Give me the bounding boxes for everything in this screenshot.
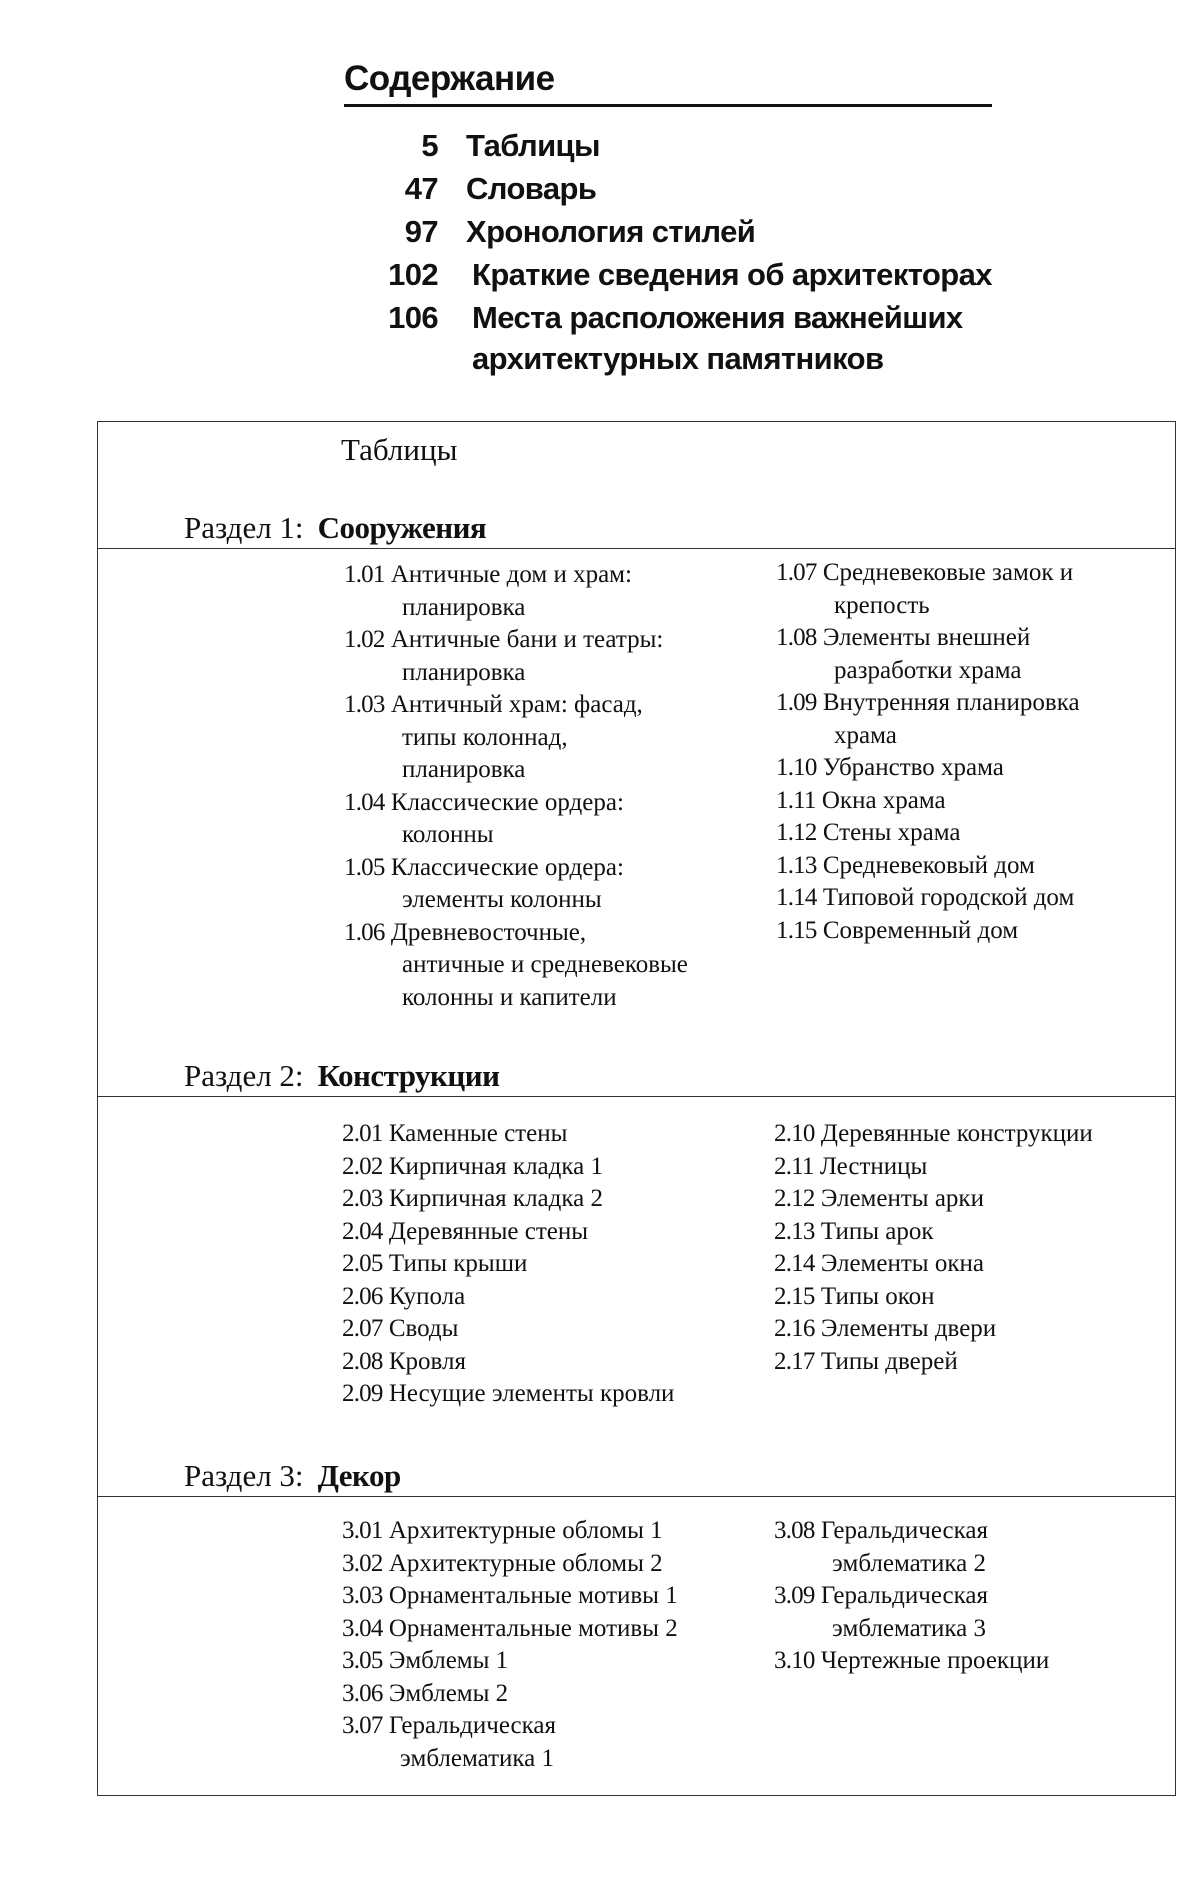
entry-code: 1.02 (344, 626, 385, 653)
entry-title: Геральдическая (820, 1582, 988, 1609)
entry-code: 2.15 (774, 1282, 815, 1310)
entry-code: 2.05 (342, 1250, 383, 1277)
entry-title: Стены храма (822, 819, 961, 846)
entry-title: Убранство храма (822, 754, 1004, 781)
entry-title: Деревянные стены (388, 1217, 589, 1245)
table-entry[interactable] (774, 1281, 1093, 1314)
section-heading (184, 508, 486, 548)
entry-title-cont: планировка (402, 658, 526, 686)
table-entry[interactable] (776, 817, 1080, 850)
contents-item[interactable] (330, 167, 992, 210)
contents-list (330, 124, 992, 380)
entry-code: 2.07 (342, 1315, 383, 1342)
entry-title-cont: колонны и капители (402, 983, 617, 1011)
entry-code: 2.08 (342, 1347, 383, 1375)
entry-title: Архитектурные обломы 1 (388, 1517, 663, 1544)
entry-code: 2.12 (774, 1185, 815, 1212)
entry-code: 3.08 (774, 1517, 815, 1544)
entry-code: 2.11 (774, 1152, 814, 1180)
entry-title: Орнаментальные мотивы 2 (388, 1614, 678, 1642)
tables-heading: Таблицы (341, 432, 458, 467)
contents-item[interactable] (330, 253, 992, 296)
section-1-left-column (344, 559, 688, 1014)
table-entry[interactable] (342, 1216, 674, 1249)
entry-title-cont: планировка (402, 593, 526, 621)
table-entry[interactable] (774, 1216, 1093, 1249)
entry-code: 1.07 (776, 559, 817, 586)
entry-title: Элементы арки (820, 1185, 984, 1212)
entry-code: 2.10 (774, 1120, 815, 1147)
entry-title: Архитектурные обломы 2 (388, 1549, 663, 1577)
table-entry[interactable] (344, 852, 688, 917)
table-entry[interactable] (342, 1580, 678, 1613)
section-3-right-column (774, 1515, 1049, 1678)
entry-code: 1.11 (776, 786, 816, 814)
entry-title-cont: эмблематика 1 (400, 1744, 555, 1772)
entry-title: Своды (388, 1315, 459, 1342)
entry-code: 3.01 (342, 1517, 383, 1544)
entry-code: 3.05 (342, 1647, 383, 1674)
entry-title: Элементы окна (820, 1250, 984, 1277)
contents-item[interactable] (330, 124, 992, 167)
section-prefix: Раздел 3: (184, 1458, 304, 1493)
contents-title: Содержание (344, 58, 992, 107)
contents-label: Словарь (466, 171, 597, 206)
entry-title-cont: эмблематика 2 (832, 1549, 987, 1577)
entry-title: Кровля (388, 1347, 466, 1375)
table-entry[interactable] (342, 1613, 678, 1646)
entry-title: Классические ордера: (390, 853, 624, 881)
contents-page-number: 102 (388, 257, 438, 292)
contents-page-number: 5 (421, 128, 438, 163)
entry-title: Современный дом (822, 916, 1019, 944)
entry-code: 1.05 (344, 853, 385, 881)
entry-title-cont: типы колоннад, (402, 723, 568, 751)
section-prefix: Раздел 1: (184, 510, 304, 545)
table-entry[interactable] (342, 1645, 678, 1678)
entry-title: Эмблемы 2 (388, 1679, 509, 1707)
entry-title: Элементы двери (820, 1315, 997, 1342)
entry-title: Каменные стены (388, 1120, 568, 1147)
entry-code: 1.13 (776, 851, 817, 879)
entry-code: 2.14 (774, 1250, 815, 1277)
table-entry[interactable] (776, 622, 1080, 687)
entry-title: Купола (388, 1282, 466, 1310)
table-entry[interactable] (342, 1548, 678, 1581)
entry-code: 1.06 (344, 918, 385, 946)
entry-title: Чертежные проекции (820, 1647, 1050, 1674)
section-heading (184, 1056, 500, 1096)
table-entry[interactable] (342, 1248, 674, 1281)
entry-title-cont: античные и средневековые (402, 951, 688, 978)
entry-code: 2.09 (342, 1380, 383, 1407)
entry-code: 2.01 (342, 1120, 383, 1147)
entry-title: Элементы внешней (822, 624, 1031, 651)
contents-page-number: 97 (404, 214, 438, 249)
entry-title: Древневосточные, (390, 918, 587, 946)
section-name: Конструкции (317, 1058, 500, 1093)
table-entry[interactable] (344, 624, 688, 689)
section-name: Сооружения (317, 510, 487, 545)
table-entry[interactable] (776, 687, 1080, 752)
entry-title: Лестницы (819, 1152, 928, 1180)
entry-title: Геральдическая (820, 1517, 988, 1544)
entry-title: Кирпичная кладка 1 (388, 1152, 603, 1180)
table-entry[interactable] (344, 917, 688, 1015)
table-entry[interactable] (774, 1515, 1049, 1580)
entry-code: 3.07 (342, 1712, 383, 1739)
table-entry[interactable] (774, 1313, 1093, 1346)
contents-page-number: 106 (388, 300, 438, 335)
entry-title: Эмблемы 1 (388, 1647, 509, 1674)
entry-code: 1.10 (776, 754, 817, 781)
entry-title: Средневековый дом (822, 851, 1035, 879)
contents-label: Краткие сведения об архитекторах (472, 257, 992, 292)
entry-code: 3.04 (342, 1614, 383, 1642)
table-entry[interactable] (776, 752, 1080, 785)
table-entry[interactable] (344, 559, 688, 624)
table-entry[interactable] (776, 882, 1080, 915)
entry-title: Античные бани и театры: (390, 626, 664, 653)
entry-code: 2.02 (342, 1152, 383, 1180)
entry-title-cont: планировка (402, 756, 526, 783)
table-entry[interactable] (342, 1118, 674, 1151)
entry-code: 2.16 (774, 1315, 815, 1342)
entry-title: Окна храма (821, 786, 946, 814)
table-entry[interactable] (774, 1151, 1093, 1184)
entry-code: 1.12 (776, 819, 817, 846)
entry-title: Типы крыши (388, 1250, 528, 1277)
entry-title: Типы окон (820, 1282, 935, 1310)
entry-code: 1.14 (776, 884, 817, 911)
table-entry[interactable] (342, 1281, 674, 1314)
entry-title: Деревянные конструкции (820, 1120, 1093, 1147)
entry-title: Типы арок (820, 1217, 934, 1245)
section-1-right-column (776, 557, 1080, 947)
entry-title: Классические ордера: (390, 788, 624, 816)
section-divider (97, 1096, 1176, 1097)
entry-title: Кирпичная кладка 2 (388, 1185, 603, 1212)
table-entry[interactable] (774, 1183, 1093, 1216)
entry-title-cont: храма (834, 721, 897, 749)
table-entry[interactable] (344, 689, 688, 787)
entry-code: 3.03 (342, 1582, 383, 1609)
table-entry[interactable] (342, 1346, 674, 1379)
table-entry[interactable] (342, 1378, 674, 1411)
entry-title: Внутренняя планировка (822, 689, 1080, 716)
entry-title-cont: крепость (834, 591, 930, 619)
entry-code: 2.04 (342, 1217, 383, 1245)
entry-code: 1.03 (344, 691, 385, 718)
entry-title: Средневековые замок и (822, 559, 1074, 586)
table-entry[interactable] (344, 787, 688, 852)
entry-code: 3.09 (774, 1582, 815, 1609)
table-entry[interactable] (776, 850, 1080, 883)
entry-title-cont: элементы колонны (402, 886, 602, 913)
entry-title: Орнаментальные мотивы 1 (388, 1582, 678, 1609)
section-2-left-column (342, 1118, 674, 1411)
entry-title-cont: разработки храма (834, 656, 1022, 684)
entry-code: 1.15 (776, 916, 817, 944)
entry-title: Геральдическая (388, 1712, 556, 1739)
contents-label: Места расположения важнейших (472, 300, 963, 335)
entry-title-cont: колонны (402, 821, 494, 848)
entry-title: Античные дом и храм: (390, 561, 632, 588)
table-entry[interactable] (774, 1118, 1093, 1151)
table-entry[interactable] (776, 915, 1080, 948)
contents-label: архитектурных памятников (472, 341, 884, 376)
entry-code: 3.06 (342, 1679, 383, 1707)
table-entry[interactable] (774, 1645, 1049, 1678)
entry-title: Несущие элементы кровли (388, 1380, 675, 1407)
contents-label-continuation (330, 337, 992, 380)
table-entry[interactable] (774, 1248, 1093, 1281)
entry-code: 3.02 (342, 1549, 383, 1577)
entry-code: 2.03 (342, 1185, 383, 1212)
entry-code: 2.17 (774, 1347, 815, 1375)
table-entry[interactable] (342, 1151, 674, 1184)
entry-title: Типы дверей (820, 1347, 958, 1375)
section-divider (97, 548, 1176, 549)
table-entry[interactable] (342, 1678, 678, 1711)
contents-label: Хронология стилей (466, 214, 756, 249)
table-entry[interactable] (342, 1183, 674, 1216)
entry-title: Античный храм: фасад, (390, 691, 643, 718)
entry-code: 1.01 (344, 561, 385, 588)
section-divider (97, 1496, 1176, 1497)
table-entry[interactable] (776, 785, 1080, 818)
contents-item[interactable] (330, 296, 992, 339)
table-entry[interactable] (342, 1313, 674, 1346)
section-heading (184, 1456, 401, 1496)
table-entry[interactable] (776, 557, 1080, 622)
section-prefix: Раздел 2: (184, 1058, 304, 1093)
table-entry[interactable] (774, 1346, 1093, 1379)
table-entry[interactable] (342, 1710, 678, 1775)
entry-title: Типовой городской дом (822, 884, 1075, 911)
entry-code: 1.04 (344, 788, 385, 816)
entry-code: 2.06 (342, 1282, 383, 1310)
contents-item[interactable] (330, 210, 992, 253)
contents-page-number: 47 (404, 171, 438, 206)
section-2-right-column (774, 1118, 1093, 1378)
entry-title-cont: эмблематика 3 (832, 1614, 987, 1642)
entry-code: 2.13 (774, 1217, 815, 1245)
table-entry[interactable] (774, 1580, 1049, 1645)
contents-label: Таблицы (466, 128, 600, 163)
section-3-left-column (342, 1515, 678, 1775)
entry-code: 3.10 (774, 1647, 815, 1674)
table-entry[interactable] (342, 1515, 678, 1548)
entry-code: 1.08 (776, 624, 817, 651)
entry-code: 1.09 (776, 689, 817, 716)
section-name: Декор (317, 1458, 401, 1493)
